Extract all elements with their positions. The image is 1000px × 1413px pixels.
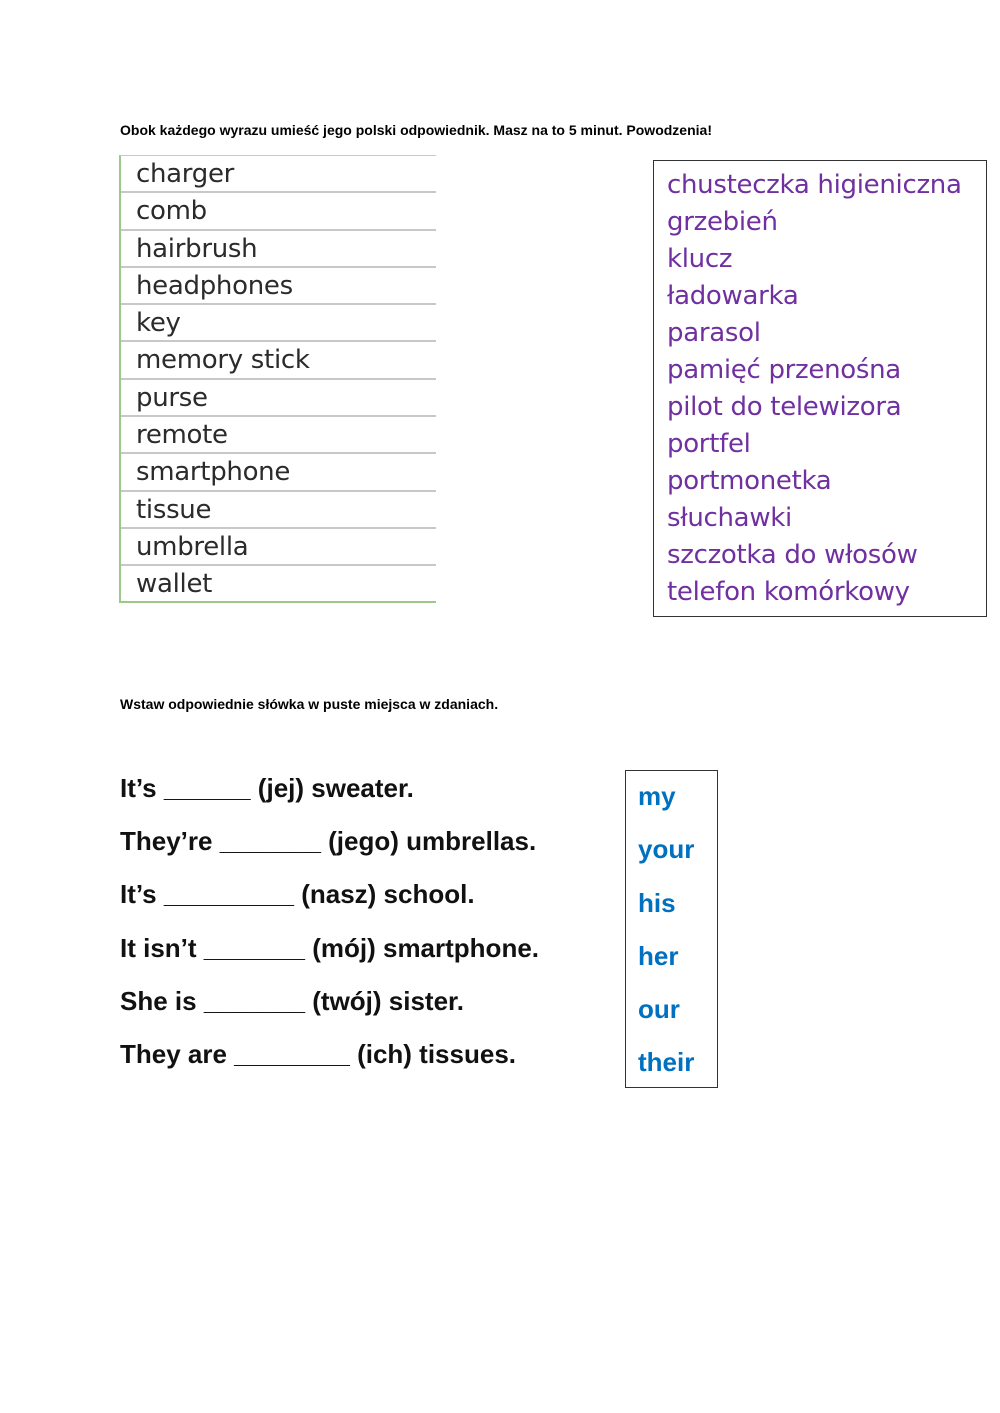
sentence: It isn’t _______ (mój) smartphone. <box>120 932 540 963</box>
word-row: wallet <box>136 569 213 600</box>
sentence: They’re _______ (jego) umbrellas. <box>120 826 537 857</box>
polish-word: portfel <box>667 429 751 459</box>
sentence: It’s ______ (jej) sweater. <box>120 773 414 803</box>
polish-word: ładowarka <box>667 281 799 311</box>
polish-word: parasol <box>667 318 761 348</box>
sentence: They are ________ (ich) tissues. <box>120 1038 517 1069</box>
word-row: smartphone <box>121 454 436 491</box>
instruction-task1: Obok każdego wyrazu umieść jego polski odpowiednik. Masz na to 5 minut. Powodzenia! <box>120 122 712 138</box>
polish-word: słuchawki <box>667 503 792 533</box>
pronoun: his <box>638 887 676 918</box>
sentence: She is _______ (twój) sister. <box>120 985 464 1016</box>
word-row: memory stick <box>121 342 436 379</box>
instruction-task2: Wstaw odpowiednie słówka w puste miejsca w zdaniach. <box>120 696 499 712</box>
pronoun: her <box>638 940 679 971</box>
sentence: It’s _________ (nasz) school. <box>120 879 475 910</box>
polish-word: portmonetka <box>667 466 832 496</box>
pronoun: our <box>638 994 680 1025</box>
word-row: comb <box>121 193 436 230</box>
polish-word: szczotka do włosów <box>667 540 918 570</box>
pronoun: their <box>638 1047 695 1078</box>
pronoun: my <box>638 781 676 811</box>
word-row: key <box>121 305 436 342</box>
word-row: remote <box>121 417 436 454</box>
english-word-list <box>119 155 436 603</box>
polish-word: klucz <box>667 244 733 274</box>
word-row: hairbrush <box>121 231 436 268</box>
word-row: charger <box>121 156 436 193</box>
polish-word: telefon komórkowy <box>667 577 910 607</box>
pronoun: your <box>638 834 695 865</box>
polish-word: grzebień <box>667 207 778 237</box>
word-row: tissue <box>121 492 436 529</box>
polish-word: pamięć przenośna <box>667 355 901 385</box>
polish-word-box <box>653 160 987 617</box>
word-row: headphones <box>121 268 436 305</box>
pronoun-box <box>625 770 718 1088</box>
polish-word: pilot do telewizora <box>667 392 902 422</box>
word-row: purse <box>121 380 436 417</box>
word-row: umbrella <box>121 529 436 566</box>
polish-word: chusteczka higieniczna <box>667 170 962 200</box>
sentence-list <box>120 770 539 1089</box>
